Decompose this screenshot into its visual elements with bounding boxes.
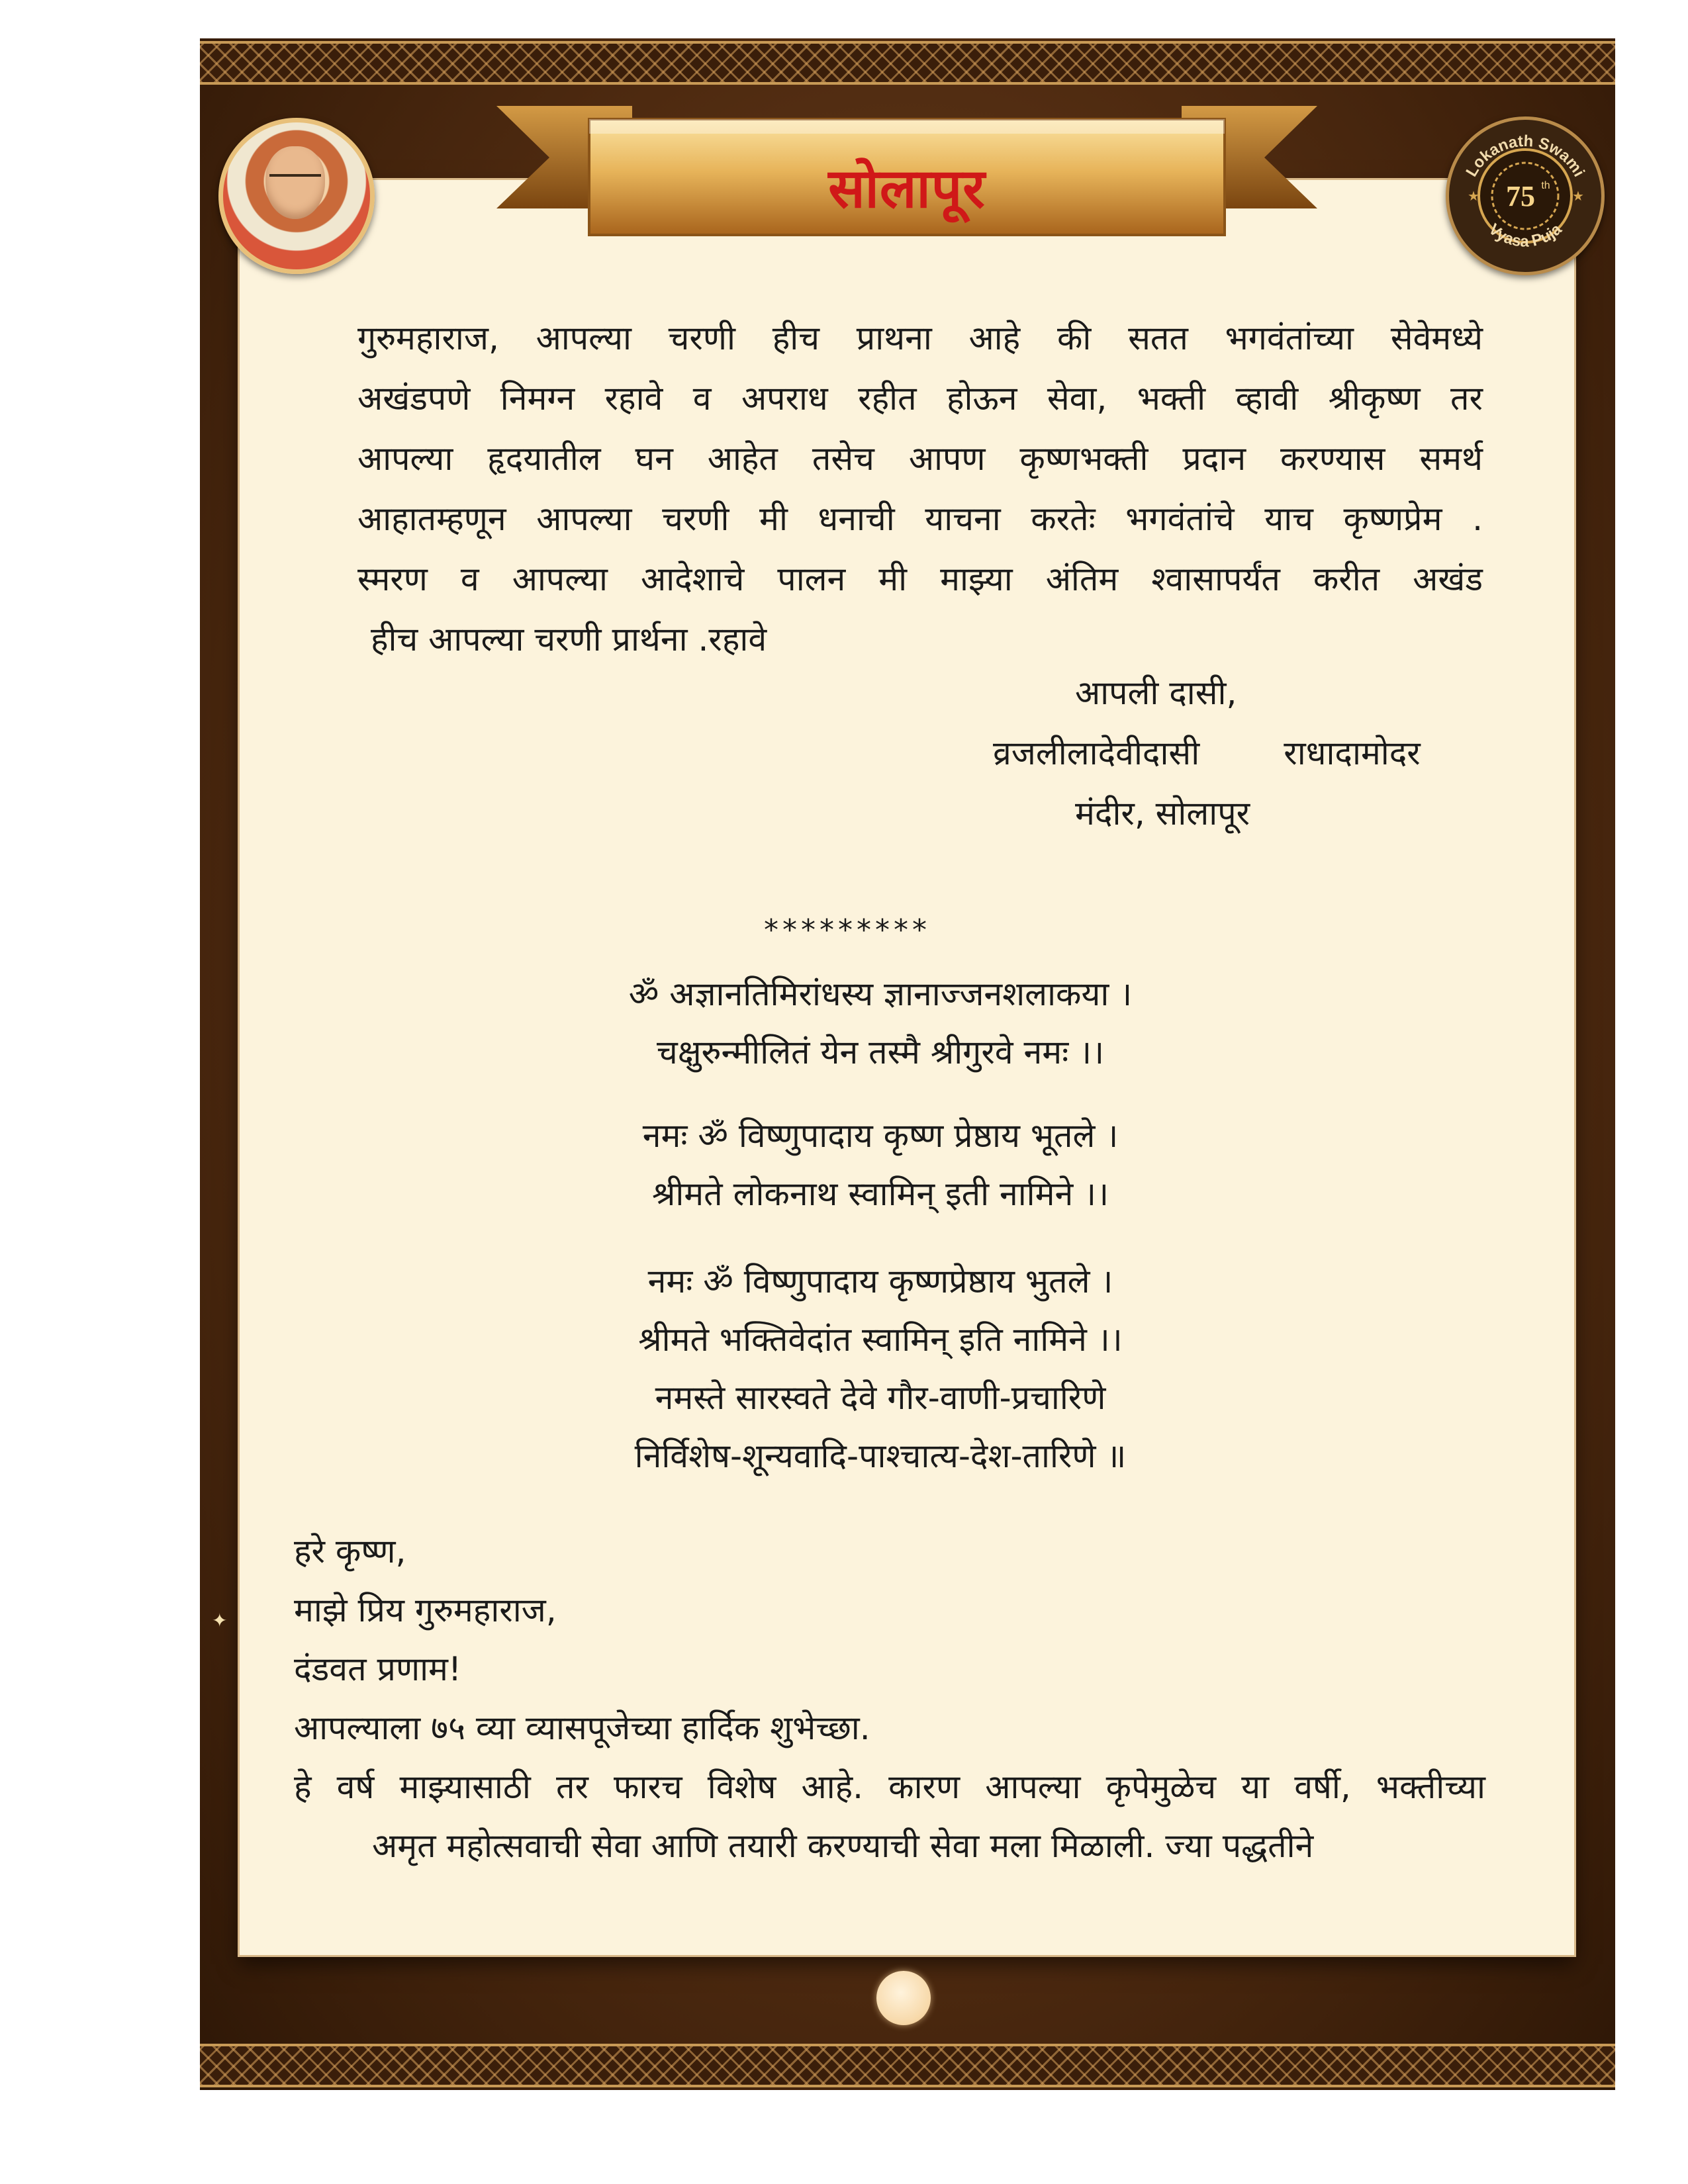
portrait-glasses bbox=[269, 174, 321, 186]
verse-line: नमः ॐ विष्णुपादाय कृष्णप्रेष्ठाय भुतले । bbox=[647, 1262, 1113, 1300]
prayer-line: गुरुमहाराज, आपल्या चरणी हीच प्राथना आहे की सतत भगवंतांच्या सेवेमध्ये bbox=[357, 319, 1483, 357]
verse-block bbox=[463, 1252, 1297, 1485]
signature-block bbox=[993, 663, 1496, 844]
verse-line: निर्विशेष-शून्यवादि-पाश्चात्य-देश-तारिणे ॥ bbox=[634, 1437, 1127, 1475]
prayer-line: अखंडपणे निमग्न रहावे व अपराध रहीत होऊन सेवा, भक्ती व्हावी श्रीकृष्ण तर bbox=[357, 379, 1483, 418]
verse-line: श्रीमते लोकनाथ स्वामिन् इती नामिने ।। bbox=[651, 1175, 1109, 1213]
ornamental-border-bottom bbox=[200, 2044, 1615, 2087]
letter-salutation: माझे प्रिय गुरुमहाराज, bbox=[294, 1591, 557, 1629]
sparkle-icon: ✦ bbox=[212, 1610, 228, 1631]
letter-body-line: अमृत महोत्सवाची सेवा आणि तयारी करण्याची सेवा मला मिळाली. ज्या पद्धतीने bbox=[372, 1827, 1314, 1865]
letter-greeting: हरे कृष्ण, bbox=[294, 1532, 406, 1570]
prayer-line: हीच आपल्या चरणी प्रार्थना .रहावे bbox=[371, 620, 767, 659]
verse-block bbox=[463, 965, 1297, 1081]
badge-text-bottom: Vyasa Puja bbox=[1485, 220, 1566, 251]
verse-line: नमस्ते सारस्वते देवे गौर-वाणी-प्रचारिणे bbox=[655, 1379, 1106, 1417]
star-icon: ★ bbox=[1468, 188, 1479, 204]
badge-number: 75 bbox=[1506, 180, 1535, 212]
letter-body-line: हे वर्ष माझ्यासाठी तर फारच विशेष आहे. कारण आपल्या कृपेमुळेच या वर्षी, भक्तीच्या bbox=[294, 1768, 1485, 1806]
letter-wishes: आपल्याला ७५ व्या व्यासपूजेच्या हार्दिक शुभेच्छा. bbox=[294, 1709, 870, 1747]
verse-line: श्रीमते भक्तिवेदांत स्वामिन् इति नामिने ।। bbox=[638, 1320, 1123, 1359]
guru-portrait bbox=[218, 118, 375, 274]
star-icon: ★ bbox=[1572, 188, 1584, 204]
letter-obeisance: दंडवत प्रणाम! bbox=[294, 1650, 461, 1688]
prayer-line: आपल्या हृदयातील घन आहेत तसेच आपण कृष्णभक्ती प्रदान करण्यास समर्थ bbox=[357, 439, 1483, 478]
badge-superscript: th bbox=[1541, 180, 1550, 191]
page-title: सोलापूर bbox=[828, 158, 986, 220]
prayer-line: स्मरण व आपल्या आदेशाचे पालन मी माझ्या अंतिम श्वासापर्यंत करीत अखंड bbox=[357, 560, 1483, 598]
ornamental-border-top bbox=[200, 41, 1615, 85]
vyasa-puja-badge bbox=[1446, 116, 1605, 275]
verse-line: नमः ॐ विष्णुपादाय कृष्ण प्रेष्ठाय भूतले । bbox=[642, 1116, 1119, 1155]
signature-line: व्रजलीलादेवीदासी राधादामोदर bbox=[993, 734, 1421, 772]
prayer-paragraph bbox=[357, 308, 1483, 670]
verse-line: ॐ अज्ञानतिमिरांधस्य ज्ञानाज्जनशलाकया । bbox=[628, 975, 1133, 1013]
signature-line: मंदीर, सोलापूर bbox=[1075, 794, 1250, 833]
page-indicator-dot bbox=[876, 1971, 931, 2025]
badge-text-top: Lokanath Swami bbox=[1462, 132, 1588, 180]
title-ribbon bbox=[490, 93, 1324, 265]
separator: ********* bbox=[764, 913, 931, 947]
verse-block bbox=[463, 1107, 1297, 1223]
prayer-line: आहातम्हणून आपल्या चरणी मी धनाची याचना करतेः भगवंतांचे याच कृष्णप्रेम . bbox=[357, 500, 1483, 538]
letter-body bbox=[294, 1522, 1485, 1876]
verse-line: चक्षुरुन्मीलितं येन तस्मै श्रीगुरवे नमः ।। bbox=[656, 1033, 1105, 1071]
signature-line: आपली दासी, bbox=[1075, 674, 1237, 712]
